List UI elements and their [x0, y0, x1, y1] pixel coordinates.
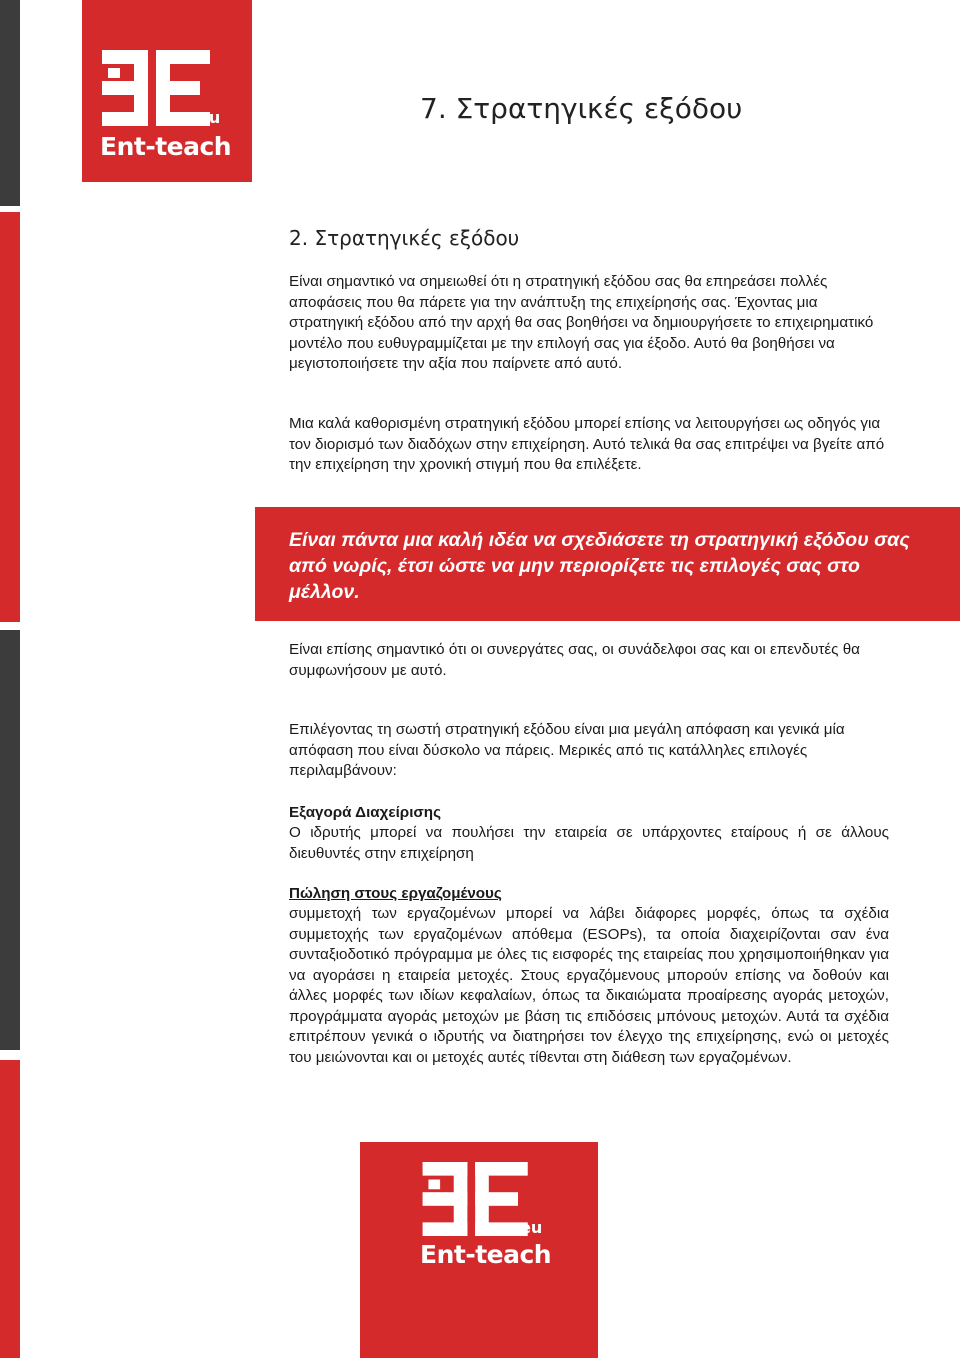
- subhead-employee-sale: Πώληση στους εργαζομένους: [289, 885, 502, 902]
- section-title: 2. Στρατηγικές εξόδου: [289, 226, 520, 250]
- logo-domain: .eu: [192, 108, 221, 127]
- paragraph-intro: Είναι σημαντικό να σημειωθεί ότι η στρατηγική εξόδου σας θα επηρεάσει πολλές αποφάσεις που θα πάρετε για την ανάπτυξη της επιχείρησής σας. Έχοντας μια στρατηγική εξόδου από την αρχή θα σας βοηθήσει να δημιουργήσετε το επιχειρηματικό μοντέλο που ευθυγραμμίζεται με την επιλογή σας για έξοδο. Αυτό θα βοηθήσει να μεγιστοποιήσετε την αξία που παίρνετε από αυτό.: [289, 273, 874, 372]
- paragraph-management-buyout: Ο ιδρυτής μπορεί να πουλήσει την εταιρεία σε υπάρχοντες εταίρους ή σε άλλους διευθυντές στην επιχείρηση: [289, 824, 889, 862]
- paragraph-employee-sale: συμμετοχή των εργαζομένων μπορεί να λάβει διάφορες μορφές, όπως τα σχέδια συμμετοχής των εργαζομένων απόθεμα (ESOPs), τα οποία διαχειρίζονται σαν ένα συνταξιοδοτικό πρόγραμμα με όλες τις εισφορές της εταιρείας που χρησιμοποιήθηκαν για να αγοράσει η εταιρεία μετοχές. Στους εργαζόμενους μπορούν επίσης να δοθούν και άλλες μορφές των ιδίων κεφαλαίων, όπως τα δικαιώματα προαίρεσης αγοράς μετοχών, προγράμματα αγοράς μετοχών με βάση τις επιδόσεις μπόνους μετοχών. Αυτά τα σχέδια επιτρέπουν γενικά ο ιδρυτής να διατηρήσει τον έλεγχο της επιχείρησης, ενώ οι μετοχές του μειώνονται και οι μετοχές αυτές τίθενται στη διάθεση των εργαζομένων.: [289, 905, 889, 1066]
- subhead-management-buyout-text: Εξαγορά Διαχείρισης: [289, 804, 441, 821]
- side-bar-gray-1: [0, 0, 20, 206]
- side-bar-red-1: [0, 212, 20, 622]
- logo-top: [82, 0, 252, 182]
- logo-bottom: [360, 1142, 598, 1358]
- side-bar-gray-2: [0, 630, 20, 1050]
- callout-text: Είναι πάντα μια καλή ιδέα να σχεδιάσετε τη στρατηγική εξόδου σας από νωρίς, έτσι ώστε να μην περιορίζετε τις επιλογές σας στο μέλλον.: [289, 529, 910, 603]
- side-bar-red-2: [0, 1060, 20, 1358]
- paragraph-options: Επιλέγοντας τη σωστή στρατηγική εξόδου είναι μια μεγάλη απόφαση και γενικά μία απόφαση που είναι δύσκολο να πάρεις. Μερικές από τις κατάλληλες επιλογές περιλαμβάνουν:: [289, 721, 845, 779]
- subhead-management-buyout: [289, 804, 441, 821]
- logo-bottom-domain: .eu: [514, 1218, 543, 1237]
- logo-bottom-name: Ent-teach: [420, 1240, 552, 1269]
- paragraph-partners: Είναι επίσης σημαντικό ότι οι συνεργάτες σας, οι συνάδελφοι σας και οι επενδυτές θα συμφωνήσουν με αυτό.: [289, 641, 860, 679]
- page-title: 7. Στρατηγικές εξόδου: [420, 92, 743, 125]
- paragraph-successors: Μια καλά καθορισμένη στρατηγική εξόδου μπορεί επίσης να λειτουργήσει ως οδηγός για τον διορισμό των διαδόχων στην επιχείρηση. Αυτό τελικά θα σας επιτρέψει να βγείτε από την επιχείρηση την χρονική στιγμή που θα επιλέξετε.: [289, 415, 885, 473]
- logo-name: Ent-teach: [100, 132, 232, 161]
- callout-box: [255, 507, 960, 621]
